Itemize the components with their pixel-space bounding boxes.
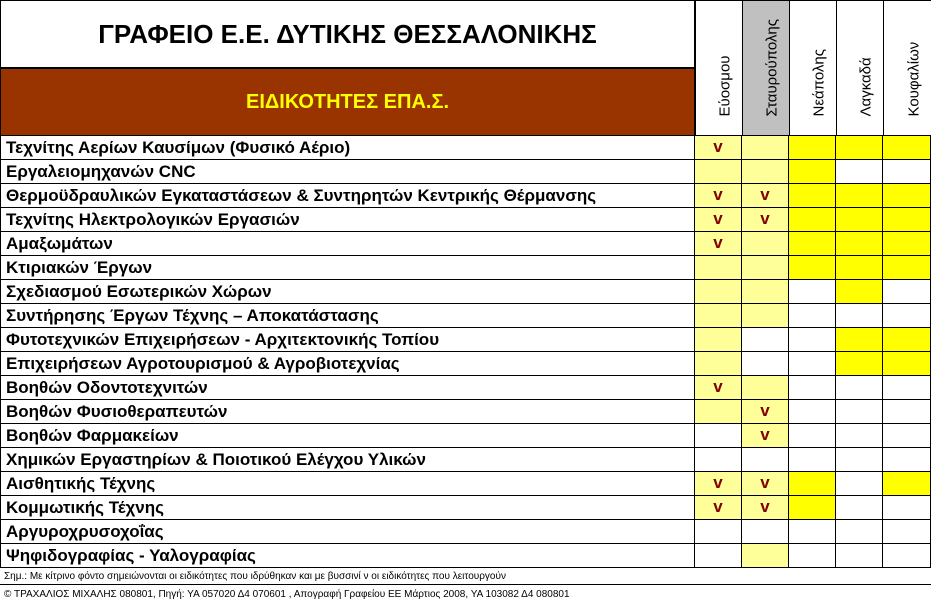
column-header: [789, 0, 837, 136]
school-cell: [695, 280, 742, 304]
school-cell: [789, 472, 836, 496]
school-cell: v: [695, 472, 742, 496]
school-cell: v: [742, 424, 789, 448]
table-row: [0, 424, 931, 448]
school-cell: [836, 280, 883, 304]
school-cell: [742, 280, 789, 304]
table-row: [0, 496, 931, 520]
school-cell: v: [695, 208, 742, 232]
table-row: [0, 256, 931, 280]
table-row: [0, 472, 931, 496]
table-row: [0, 376, 931, 400]
copyright-source: © ΤΡΑΧΑΛΙΟΣ ΜΙΧΑΛΗΣ 080801, Πηγή: ΥΑ 057020 Δ4 070601 , Απογραφή Γραφείου ΕΕ Μάρτιος 2008, ΥΑ 103082 Δ4 080801: [4, 589, 570, 600]
school-cell: [883, 544, 931, 568]
school-cell: [883, 304, 931, 328]
specialty-name: Αργυροχρυσοχοΐας: [0, 520, 695, 544]
school-cell: [836, 256, 883, 280]
school-cell: [836, 424, 883, 448]
school-cell: [742, 544, 789, 568]
school-cell: [742, 448, 789, 472]
school-cell: v: [695, 496, 742, 520]
column-header-label: Σταυρούπολης: [763, 19, 781, 117]
school-cell: [742, 328, 789, 352]
school-cell: [789, 280, 836, 304]
school-cell: [836, 184, 883, 208]
school-cell: [789, 208, 836, 232]
table-row: [0, 136, 931, 160]
school-cell: [789, 496, 836, 520]
school-cell: [742, 136, 789, 160]
specialty-name: Επιχειρήσεων Αγροτουρισμού & Αγροβιοτεχνίας: [0, 352, 695, 376]
column-header: [883, 0, 931, 136]
school-cell: [883, 448, 931, 472]
school-cell: [883, 136, 931, 160]
specialty-name: Χημικών Εργαστηρίων & Ποιοτικού Ελέγχου Υλικών: [0, 448, 695, 472]
table-row: [0, 304, 931, 328]
school-cell: [836, 400, 883, 424]
school-cell: [883, 424, 931, 448]
column-header-label: Εύοσμου: [716, 55, 734, 117]
school-cell: v: [695, 136, 742, 160]
school-cell: [695, 352, 742, 376]
table-row: [0, 208, 931, 232]
school-cell: v: [742, 472, 789, 496]
school-cell: [883, 352, 931, 376]
school-cell: [789, 352, 836, 376]
school-cell: [836, 232, 883, 256]
column-header: [695, 0, 743, 136]
legend-note: Σημ.: Με κίτρινο φόντο σημειώνονται οι ειδικότητες που ιδρύθηκαν και με βυσσινί ν οι ειδικότητες που λειτουργούν: [0, 569, 931, 585]
school-cell: [695, 520, 742, 544]
specialty-name: Εργαλειομηχανών CNC: [0, 160, 695, 184]
table-row: [0, 400, 931, 424]
school-cell: [789, 400, 836, 424]
school-cell: [883, 472, 931, 496]
school-cell: [836, 472, 883, 496]
school-cell: [789, 544, 836, 568]
school-cell: [789, 448, 836, 472]
school-cell: v: [695, 376, 742, 400]
table-row: [0, 520, 931, 544]
school-cell: [883, 232, 931, 256]
specialty-name: Βοηθών Οδοντοτεχνιτών: [0, 376, 695, 400]
school-cell: [742, 376, 789, 400]
specialty-name: Κτιριακών Έργων: [0, 256, 695, 280]
school-cell: [695, 424, 742, 448]
school-cell: [789, 424, 836, 448]
table-row: [0, 544, 931, 568]
specialty-name: Τεχνίτης Αερίων Καυσίμων (Φυσικό Αέριο): [0, 136, 695, 160]
specialties-heading: ΕΙΔΙΚΟΤΗΤΕΣ ΕΠΑ.Σ.: [0, 68, 695, 136]
school-cell: [836, 304, 883, 328]
school-cell: [883, 256, 931, 280]
school-cell: [883, 496, 931, 520]
school-cell: [695, 328, 742, 352]
school-cell: v: [742, 184, 789, 208]
school-cell: [695, 544, 742, 568]
school-cell: [836, 160, 883, 184]
column-header: [742, 0, 790, 136]
column-header-label: Νεάπολης: [810, 49, 828, 117]
column-header: [836, 0, 884, 136]
school-cell: [883, 160, 931, 184]
column-header-label: Κουφαλίων: [905, 41, 922, 117]
school-cell: [836, 448, 883, 472]
specialty-name: Αμαξωμάτων: [0, 232, 695, 256]
school-cell: [836, 544, 883, 568]
specialty-name: Βοηθών Φαρμακείων: [0, 424, 695, 448]
column-header-label: Λαγκαδά: [857, 57, 875, 117]
table-row: [0, 352, 931, 376]
school-cell: [742, 232, 789, 256]
school-cell: [836, 520, 883, 544]
school-cell: [883, 400, 931, 424]
school-cell: [789, 232, 836, 256]
school-cell: [789, 136, 836, 160]
school-cell: [883, 280, 931, 304]
school-cell: [695, 256, 742, 280]
specialty-name: Κομμωτικής Τέχνης: [0, 496, 695, 520]
school-cell: [789, 256, 836, 280]
school-cell: [742, 520, 789, 544]
school-cell: [883, 184, 931, 208]
table-row: [0, 280, 931, 304]
specialty-name: Τεχνίτης Ηλεκτρολογικών Εργασιών: [0, 208, 695, 232]
school-cell: [836, 496, 883, 520]
school-cell: v: [695, 184, 742, 208]
school-cell: v: [742, 496, 789, 520]
school-cell: v: [742, 400, 789, 424]
school-cell: [883, 376, 931, 400]
table-row: [0, 448, 931, 472]
table-row: [0, 232, 931, 256]
school-cell: [789, 184, 836, 208]
specialty-name: Βοηθών Φυσιοθεραπευτών: [0, 400, 695, 424]
specialty-name: Συντήρησης Έργων Τέχνης – Αποκατάστασης: [0, 304, 695, 328]
table-row: [0, 184, 931, 208]
school-cell: [742, 256, 789, 280]
school-cell: [883, 208, 931, 232]
school-cell: [695, 448, 742, 472]
school-cell: [742, 352, 789, 376]
school-cell: [789, 160, 836, 184]
school-cell: [695, 160, 742, 184]
school-cell: [789, 376, 836, 400]
school-cell: [836, 376, 883, 400]
school-cell: [836, 208, 883, 232]
office-title: ΓΡΑΦΕΙΟ Ε.Ε. ΔΥΤΙΚΗΣ ΘΕΣΣΑΛΟΝΙΚΗΣ: [0, 0, 695, 68]
school-cell: [695, 304, 742, 328]
specialty-name: Αισθητικής Τέχνης: [0, 472, 695, 496]
school-cell: [742, 304, 789, 328]
table-row: [0, 328, 931, 352]
school-cell: [836, 136, 883, 160]
specialty-name: Σχεδιασμού Εσωτερικών Χώρων: [0, 280, 695, 304]
school-cell: [742, 160, 789, 184]
school-cell: v: [742, 208, 789, 232]
school-cell: [883, 520, 931, 544]
school-cell: [789, 520, 836, 544]
school-cell: [789, 328, 836, 352]
school-cell: [695, 400, 742, 424]
school-cell: v: [695, 232, 742, 256]
table-row: [0, 160, 931, 184]
specialty-name: Ψηφιδογραφίας - Υαλογραφίας: [0, 544, 695, 568]
school-cell: [836, 352, 883, 376]
school-cell: [789, 304, 836, 328]
school-cell: [836, 328, 883, 352]
specialty-name: Θερμοϋδραυλικών Εγκαταστάσεων & Συντηρητών Κεντρικής Θέρμανσης: [0, 184, 695, 208]
school-cell: [883, 328, 931, 352]
specialty-name: Φυτοτεχνικών Επιχειρήσεων - Αρχιτεκτονικής Τοπίου: [0, 328, 695, 352]
